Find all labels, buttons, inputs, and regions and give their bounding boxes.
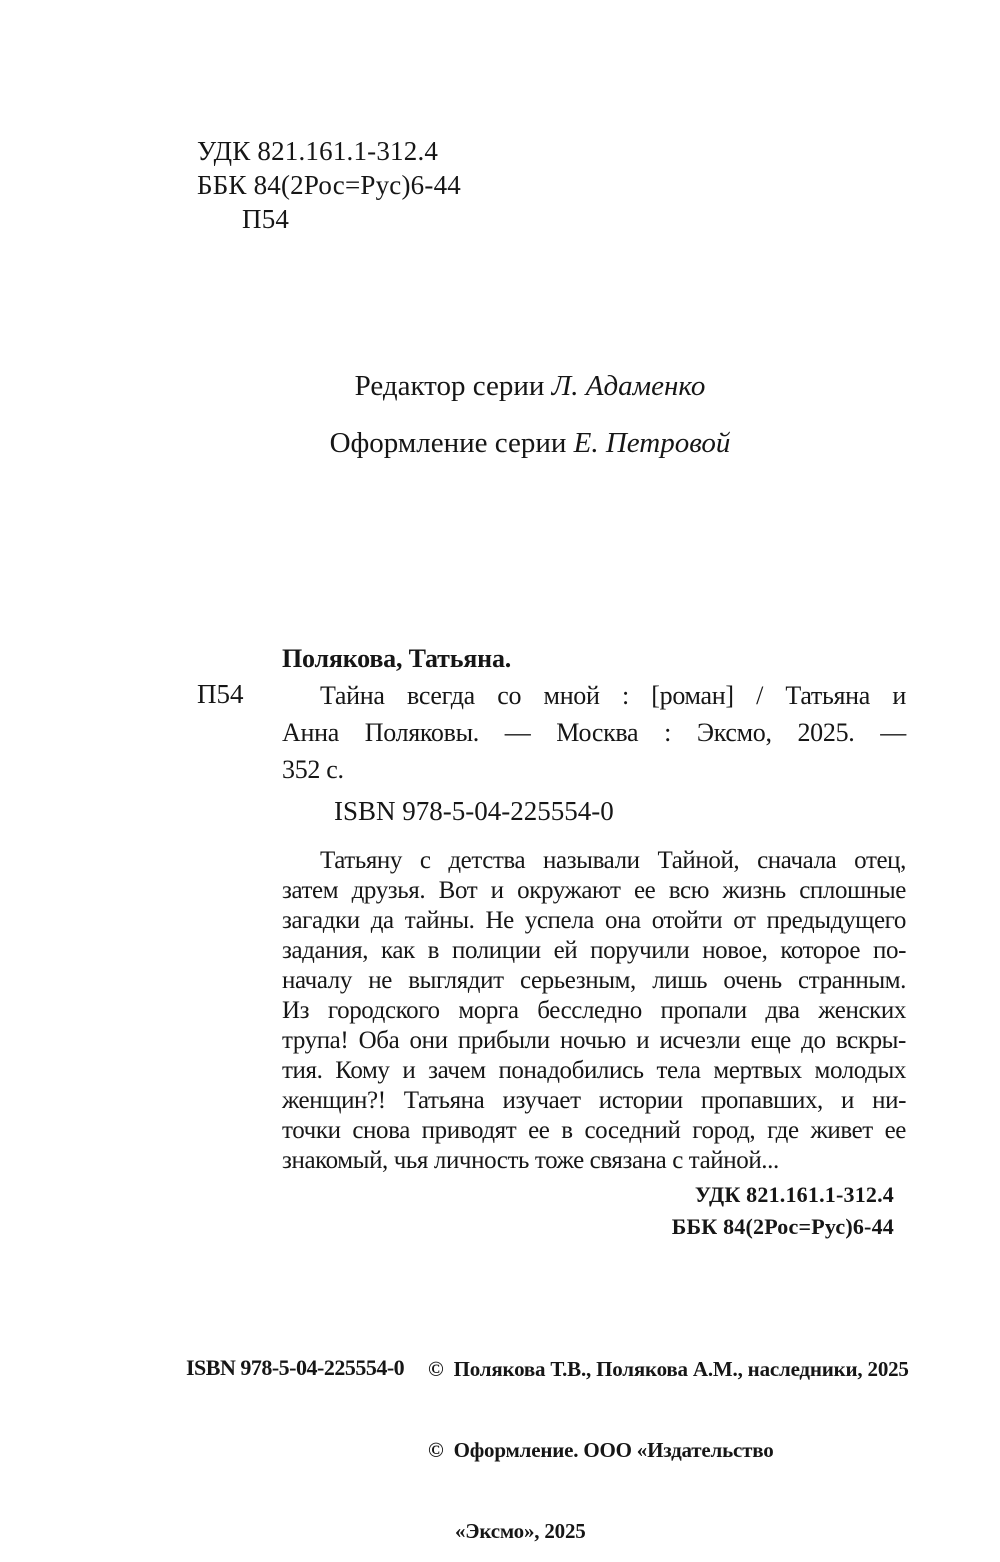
series-designer-line — [150, 427, 910, 460]
annotation-line: трупа! Оба они прибыли ночью и исчезли еще до вскры- — [282, 1027, 906, 1054]
annotation-line: знакомый, чья личность тоже связана с тайной... — [282, 1147, 779, 1174]
biblio-line: 352 с. — [282, 755, 344, 784]
top-codes-block — [197, 134, 461, 236]
series-designer-name: Е. Петровой — [573, 427, 731, 459]
annotation-line: Татьяну с детства называли Тайной, сначала отец, — [320, 847, 906, 874]
series-editor-line — [150, 370, 910, 403]
footer-isbn: ISBN 978-5-04-225554-0 — [186, 1355, 405, 1380]
udk-code: УДК 821.161.1-312.4 — [197, 136, 439, 166]
bbk-code: ББК 84(2Рос=Рус)6-44 — [197, 170, 461, 200]
annotation-line: Из городского морга бесследно пропали два женских — [282, 997, 906, 1024]
annotation-paragraph — [282, 846, 906, 1176]
bbk-code-bottom: ББК 84(2Рос=Рус)6-44 — [671, 1214, 894, 1239]
author-sign: П54 — [242, 204, 290, 234]
biblio-line: Тайна всегда со мной : [роман] / Татьяна и — [320, 681, 906, 710]
biblio-entry — [282, 640, 906, 788]
series-designer-label: Оформление серии — [329, 427, 567, 459]
udk-code-bottom: УДК 821.161.1-312.4 — [694, 1182, 894, 1207]
annotation-line: началу не выглядит серьезным, лишь очень странным. — [282, 967, 906, 994]
copyright-line: © Полякова Т.В., Полякова А.М., наследники, 2025 — [428, 1357, 909, 1381]
series-editor-label: Редактор серии — [354, 370, 545, 402]
series-editor-name: Л. Адаменко — [551, 370, 706, 402]
annotation-line: затем друзья. Вот и окружают ее всю жизнь сплошные — [282, 877, 906, 904]
annotation-line: задания, как в полиции ей поручили новое, которое по- — [282, 937, 906, 964]
annotation-line: тия. Кому и зачем понадобились тела мертвых молодых — [282, 1057, 906, 1084]
bottom-codes-block — [672, 1179, 894, 1243]
annotation-line: женщин?! Татьяна изучает истории пропавших, и ни- — [282, 1087, 906, 1114]
isbn-line: ISBN 978-5-04-225554-0 — [334, 796, 614, 826]
annotation-line: загадки да тайны. Не успела она отойти от предыдущего — [282, 907, 906, 934]
biblio-line: Анна Поляковы. — Москва : Эксмо, 2025. — — [282, 718, 906, 747]
copyright-block — [428, 1302, 909, 1562]
biblio-author: Полякова, Татьяна. — [282, 644, 512, 673]
copyright-line: © Оформление. ООО «Издательство — [428, 1438, 774, 1462]
biblio-author-sign: П54 — [197, 679, 244, 709]
copyright-line: «Эксмо», 2025 — [455, 1519, 586, 1543]
annotation-line: точки снова приводят ее в соседний город, где живет ее — [282, 1117, 906, 1144]
